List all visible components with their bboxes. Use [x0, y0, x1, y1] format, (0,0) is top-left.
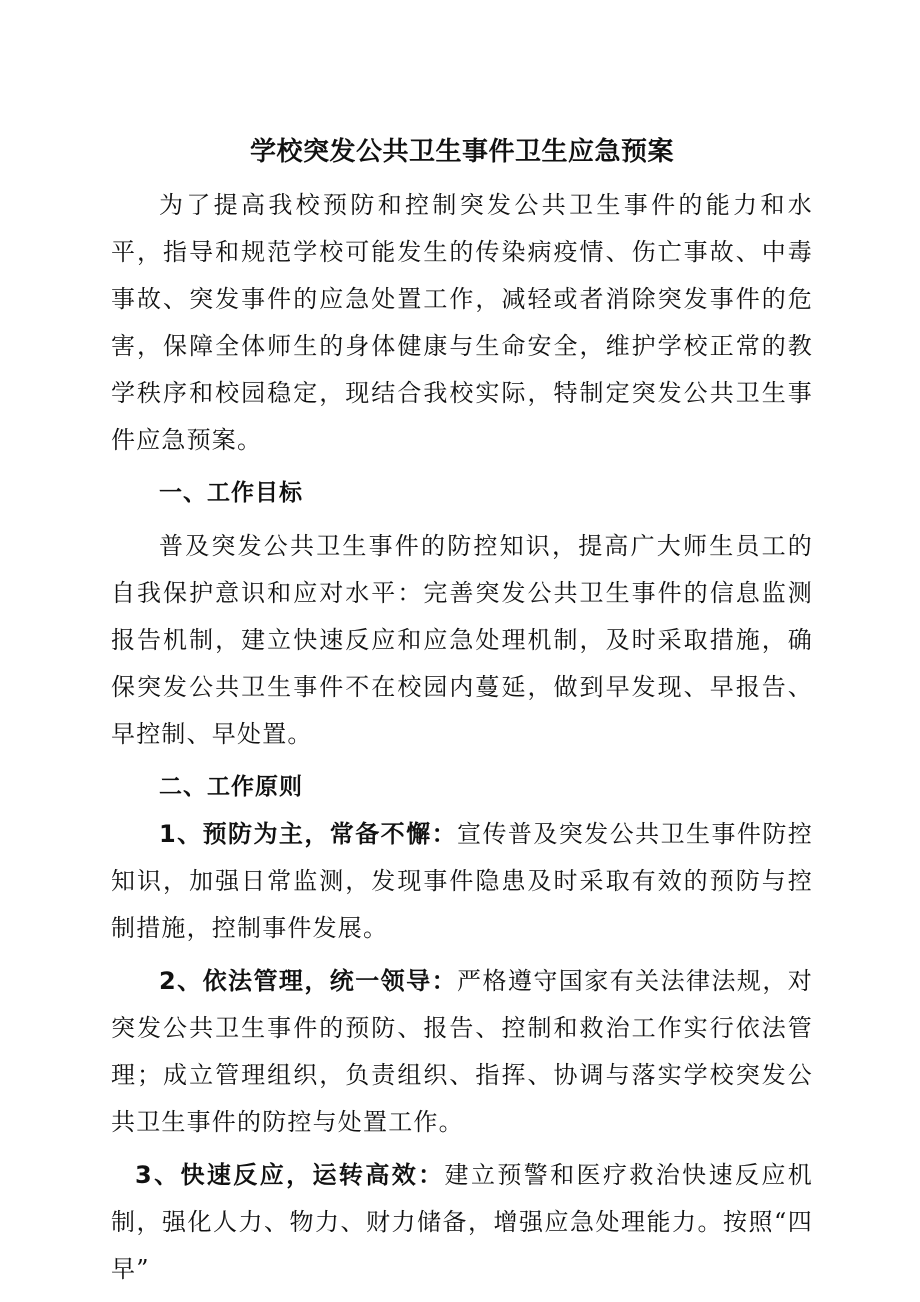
principle-1-body: 宣传普及突发公共卫生事件防控知识，加强日常监测，发现事件隐患及时采取有效的预防与控制措施，控制事件发展。: [111, 820, 813, 942]
principle-3-body: 建立预警和医疗救治快速反应机制，强化人力、物力、财力储备，增强应急处理能力。按照“四早”: [111, 1161, 813, 1283]
principle-item-1: [111, 811, 813, 952]
document-title: 学校突发公共卫生事件卫生应急预案: [249, 137, 674, 167]
principle-3-lead: 3、快速反应，运转高效：: [135, 1161, 445, 1189]
section-heading-work-principles: 二、工作原则: [159, 774, 303, 800]
principle-item-3: [111, 1152, 813, 1293]
work-goal-paragraph: 普及突发公共卫生事件的防控知识，提高广大师生员工的自我保护意识和应对水平：完善突发公共卫生事件的信息监测报告机制，建立快速反应和应急处理机制，及时采取措施，确保突发公共卫生事件不在校园内蔓延，做到早发现、早报告、早控制、早处置。: [111, 532, 813, 748]
document-page: [111, 132, 813, 1293]
principle-item-2: [111, 958, 813, 1146]
section-heading-work-goal: 一、工作目标: [159, 480, 303, 506]
principle-2-lead: 2、依法管理，统一领导：: [159, 967, 458, 995]
intro-paragraph: 为了提高我校预防和控制突发公共卫生事件的能力和水平，指导和规范学校可能发生的传染病疫情、伤亡事故、中毒事故、突发事件的应急处置工作，减轻或者消除突发事件的危害，保障全体师生的身体健康与生命安全，维护学校正常的教学秩序和校园稳定，现结合我校实际，特制定突发公共卫生事件应急预案。: [111, 191, 813, 454]
principle-2-body: 严格遵守国家有关法律法规，对突发公共卫生事件的预防、报告、控制和救治工作实行依法管理；成立管理组织，负责组织、指挥、协调与落实学校突发公共卫生事件的防控与处置工作。: [111, 967, 813, 1136]
principle-1-lead: 1、预防为主，常备不懈：: [159, 820, 458, 848]
